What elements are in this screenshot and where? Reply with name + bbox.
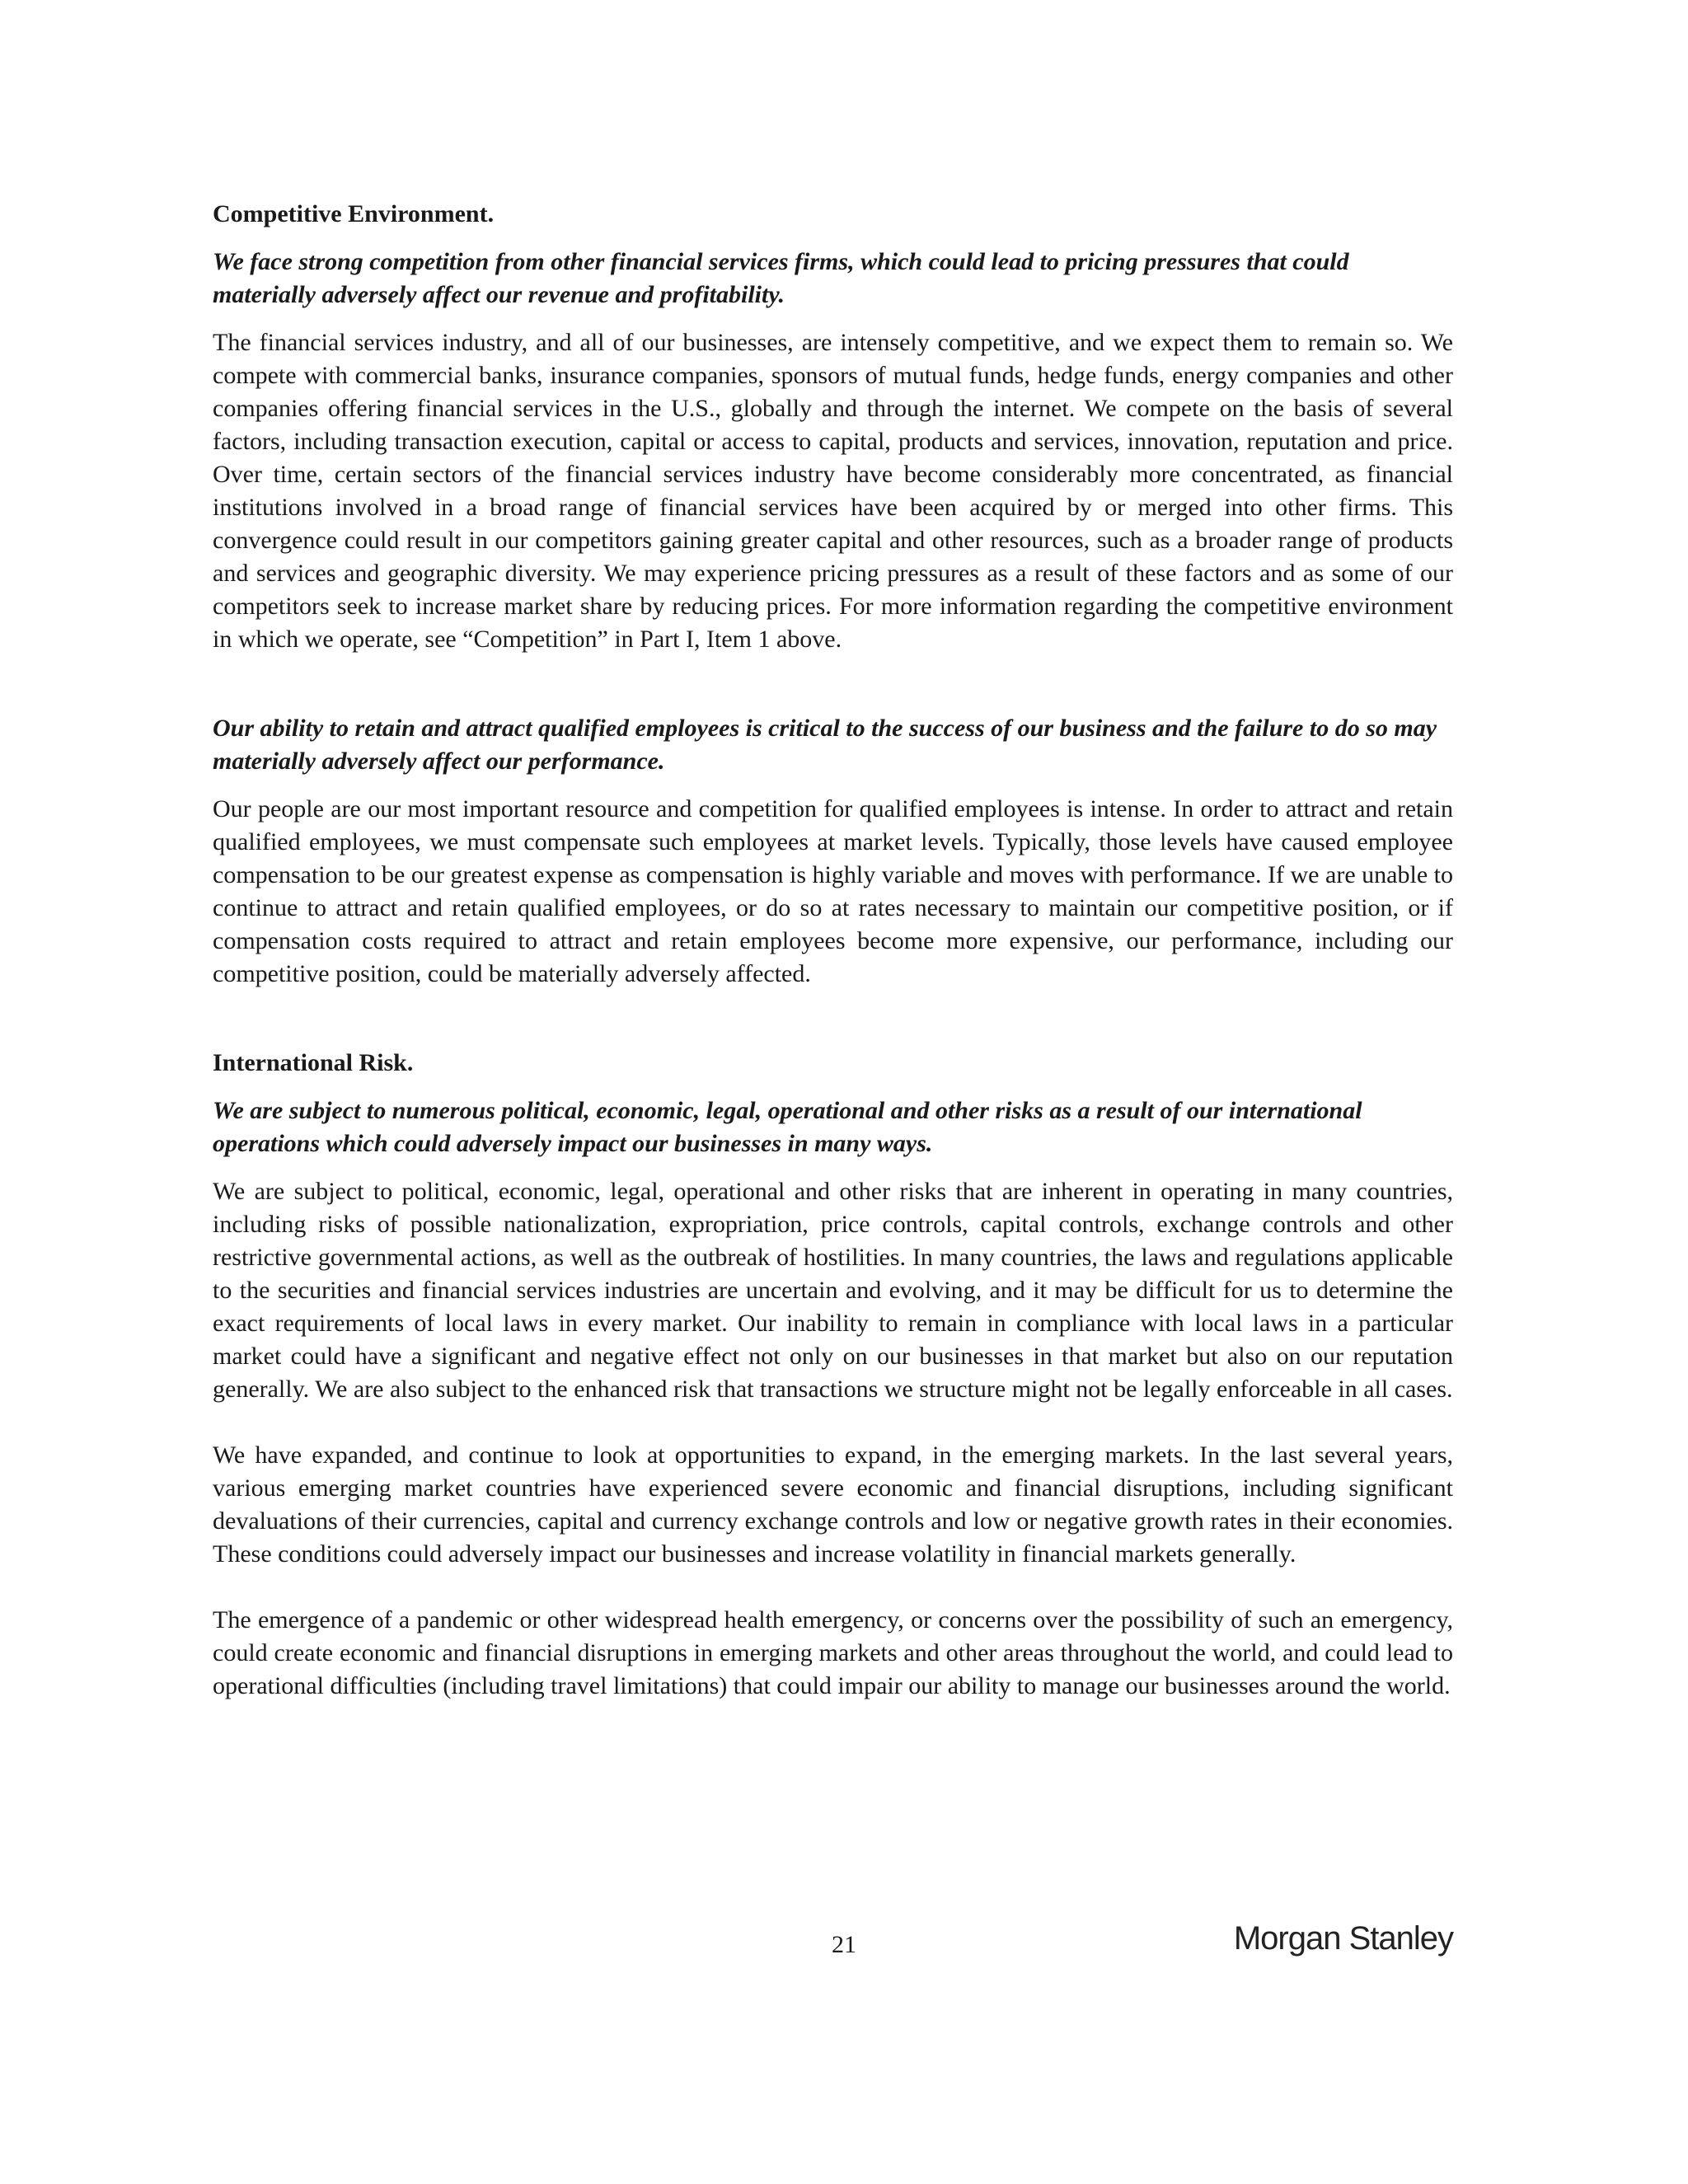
paragraph-employees: Our people are our most important resource and competition for qualified employees is intense. In order to attract and retain qualified employees, we must compensate such employees at market levels. Typically, those levels have caused employee compensation to be our greatest expense as compensation is highly variable and moves with performance. If we are unable to continue to attract and retain qualified employees, or do so at rates necessary to maintain our competitive position, or if compensation costs required to attract and retain employees become more expensive, our performance, including our competitive position, could be materially adversely affected. [213, 795, 1453, 987]
risk-title-employees: Our ability to retain and attract qualified employees is critical to the success of our business and the failure to do so may materially adversely affect our performance. [213, 715, 1437, 775]
paragraph-international-3: The emergence of a pandemic or other widespread health emergency, or concerns over the possibility of such an emergency, could create economic and financial disruptions in emerging markets and other areas throughout the world, and could lead to operational difficulties (including travel limitations) that could impair our ability to manage our businesses around the world. [213, 1606, 1453, 1699]
paragraph-international-1: We are subject to political, economic, legal, operational and other risks that are inherent in operating in many countries, including risks of possible nationalization, expropriation, price controls, capital controls, exchange controls and other restrictive governmental actions, as well as the outbreak of hostilities. In many countries, the laws and regulations applicable to the securities and financial services industries are uncertain and evolving, and it may be difficult for us to determine the exact requirements of local laws in every market. Our inability to remain in compliance with local laws in a particular market could have a significant and negative effect not only on our businesses in that market but also on our reputation generally. We are also subject to the enhanced risk that transactions we structure might not be legally enforceable in all cases. [213, 1178, 1453, 1403]
section-heading-competitive: Competitive Environment. [213, 200, 495, 227]
risk-title-competition: We face strong competition from other financial services firms, which could lead to pricing pressures that could materially adversely affect our revenue and profitability. [213, 248, 1349, 308]
paragraph-competition: The financial services industry, and all of our businesses, are intensely competitive, and we expect them to remain so. We compete with commercial banks, insurance companies, sponsors of mutual funds, hedge funds, energy companies and other companies offering financial services in the U.S., globally and through the internet. We compete on the basis of several factors, including transaction execution, capital or access to capital, products and services, innovation, reputation and price. Over time, certain sectors of the financial services industry have become considerably more concentrated, as financial institutions involved in a broad range of financial services have been acquired by or merged into other firms. This convergence could result in our competitors gaining greater capital and other resources, such as a broader range of products and services and geographic diversity. We may experience pricing pressures as a result of these factors and as some of our competitors seek to increase market share by reducing prices. For more information regarding the competitive environment in which we operate, see “Competition” in Part I, Item 1 above. [213, 329, 1453, 653]
section-heading-international: International Risk. [213, 1049, 414, 1076]
paragraph-international-2: We have expanded, and continue to look at opportunities to expand, in the emerging markets. In the last several years, various emerging market countries have experienced severe economic and financial disruptions, including significant devaluations of their currencies, capital and currency exchange controls and low or negative growth rates in their economies. These conditions could adversely impact our businesses and increase volatility in financial markets generally. [213, 1441, 1453, 1568]
morgan-stanley-logo: Morgan Stanley [1233, 1920, 1453, 1957]
page-number: 21 [832, 1931, 856, 1958]
risk-title-international: We are subject to numerous political, economic, legal, operational and other risks as a result of our international operations which could adversely impact our businesses in many ways. [213, 1097, 1362, 1157]
document-body [213, 198, 1453, 1703]
